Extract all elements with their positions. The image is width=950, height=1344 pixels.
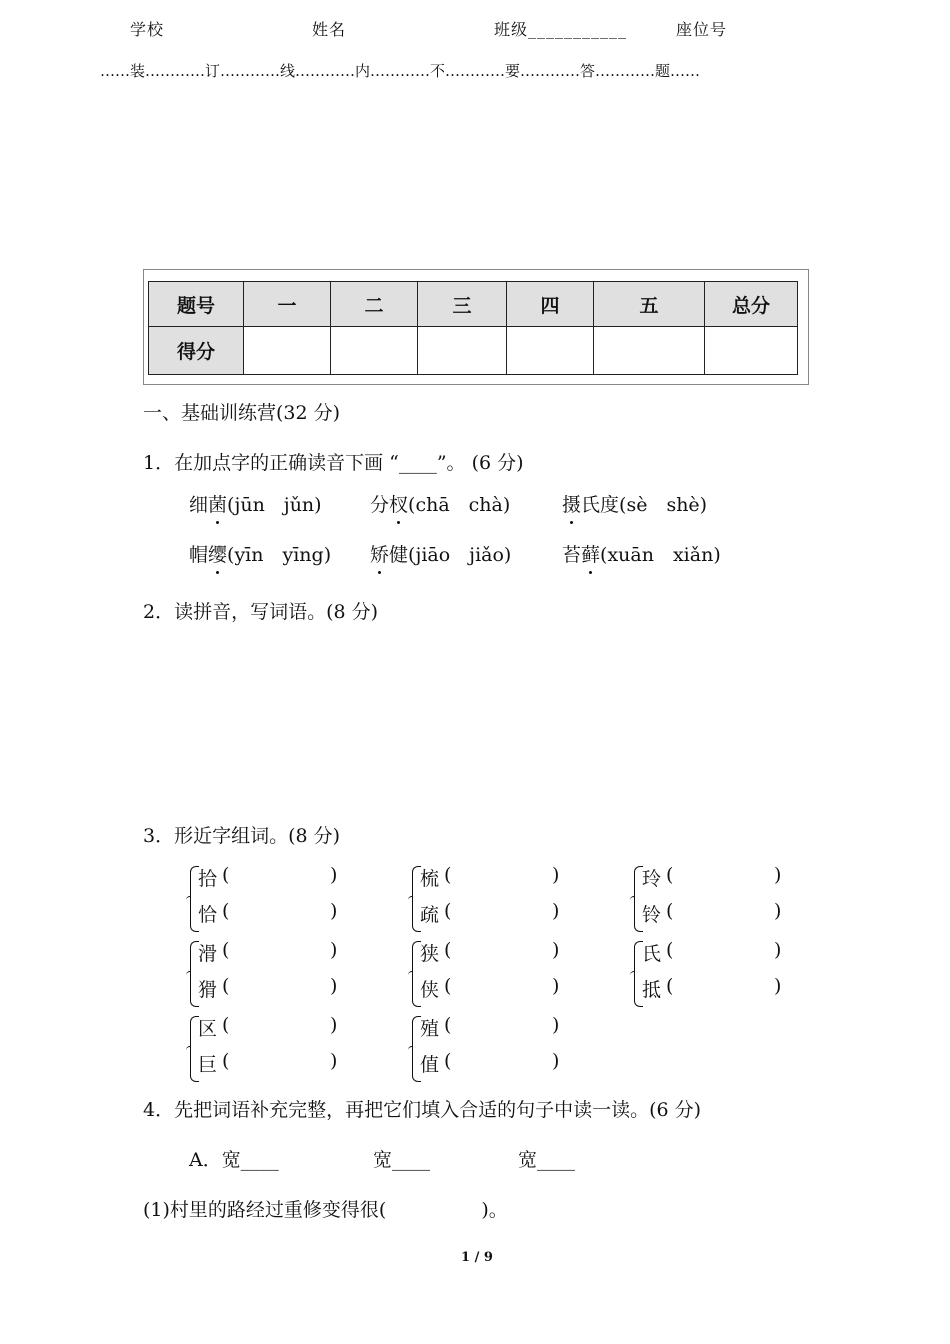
header-cell-4: 四 [507,282,594,327]
seat-label: 座位号 [676,20,728,39]
group-char: 侠 [420,979,440,1001]
score-table-score-row [149,327,798,375]
paren-open: ( [444,939,452,961]
paren-close: ) [552,864,560,886]
dotted-char: 矫 [370,540,389,567]
paren-open: ( [444,1014,452,1036]
paren-open: ( [444,975,452,997]
group-char: 梳 [420,868,440,890]
group-char: 值 [420,1054,440,1076]
header-cell-2: 二 [331,282,418,327]
paren-open: ( [444,864,452,886]
pinyin-options: (xuān xiǎn) [600,544,721,566]
paren-open: ( [444,900,452,922]
pinyin-options: (jūn jǔn) [227,494,322,516]
score-cell [331,327,418,375]
dotted-char: 藓 [581,540,600,567]
paren-close: ) [552,939,560,961]
word-group [190,939,410,1009]
paren-close: ) [774,900,782,922]
item-char: 氏度 [581,494,620,516]
paren-close: ) [330,1050,338,1072]
score-table [148,281,798,375]
question-4-text: 4．先把词语补充完整，再把它们填入合适的句子中读一读。(6 分) [143,1099,702,1121]
paren-open: ( [222,900,230,922]
paren-open: ( [222,864,230,886]
pinyin-options: (jiāo jiǎo) [408,544,512,566]
score-cell-total [705,327,798,375]
dotted-char: 菌 [208,490,227,517]
score-row-label: 得分 [149,327,244,375]
word-group [412,939,632,1009]
question-1-text: 1．在加点字的正确读音下画 “____”。 (6 分) [143,452,524,474]
header-cell-1: 一 [244,282,331,327]
paren-open: ( [222,975,230,997]
paren-close: ) [330,900,338,922]
dotted-char: 摄 [562,490,581,517]
pinyin-item [189,540,331,567]
paren-open: ( [666,900,674,922]
paren-open: ( [666,975,674,997]
paren-close: ) [552,975,560,997]
group-char: 铃 [642,904,662,926]
pinyin-item [370,540,511,567]
pinyin-options: (sè shè) [619,494,708,516]
header-cell-total: 总分 [705,282,798,327]
pinyin-options: (yīn yīng) [227,544,332,566]
paren-close: ) [774,864,782,886]
option-a-word-1: A．宽____ [189,1149,279,1171]
header-cell-3: 三 [418,282,507,327]
item-char: 苔 [562,544,582,566]
group-char: 氏 [642,943,662,965]
word-group [190,864,410,934]
group-char: 疏 [420,904,440,926]
paren-close: ) [774,939,782,961]
score-cell [244,327,331,375]
paren-open: ( [222,1014,230,1036]
group-char: 区 [198,1018,218,1040]
pinyin-item [562,490,707,517]
item-char: 细 [189,494,209,516]
group-char: 狭 [420,943,440,965]
group-char: 抵 [642,979,662,1001]
score-cell [507,327,594,375]
paren-close: ) [774,975,782,997]
paren-open: ( [222,939,230,961]
header-cell-question-no: 题号 [149,282,244,327]
paren-open: ( [444,1050,452,1072]
word-group [634,864,854,934]
paren-close: ) [330,975,338,997]
word-group [190,1014,410,1084]
word-group [412,1014,632,1084]
group-char: 拾 [198,868,218,890]
header-cell-5: 五 [594,282,705,327]
paren-open: ( [666,939,674,961]
sentence-1: (1)村里的路经过重修变得很( )。 [143,1199,508,1221]
group-char: 巨 [198,1054,218,1076]
word-group [412,864,632,934]
item-char: 健 [389,544,409,566]
name-label: 姓名 [312,20,347,39]
dotted-char: 缨 [208,540,227,567]
pinyin-options: (chā chà) [408,494,511,516]
paren-open: ( [222,1050,230,1072]
group-char: 猾 [198,979,218,1001]
group-char: 恰 [198,904,218,926]
binding-line: ……装…………订…………线…………内…………不…………要…………答…………题…… [100,62,701,80]
pinyin-item [189,490,322,517]
score-cell [418,327,507,375]
paren-close: ) [552,900,560,922]
dotted-char: 杈 [389,490,408,517]
item-char: 帽 [189,544,209,566]
paren-close: ) [552,1050,560,1072]
class-label: 班级___________ [494,20,628,39]
word-group [634,939,854,1009]
section-title: 一、基础训练营(32 分) [143,402,341,424]
group-char: 殖 [420,1018,440,1040]
paren-close: ) [330,1014,338,1036]
group-char: 玲 [642,868,662,890]
score-cell [594,327,705,375]
page-number: 1 / 9 [461,1250,493,1265]
score-table-header-row [149,282,798,327]
school-label: 学校 [130,20,165,39]
paren-open: ( [666,864,674,886]
paren-close: ) [330,864,338,886]
item-char: 分 [370,494,390,516]
option-a-word-2: 宽____ [373,1149,431,1171]
question-3-text: 3．形近字组词。(8 分) [143,825,341,847]
paren-close: ) [330,939,338,961]
group-char: 滑 [198,943,218,965]
question-2-text: 2．读拼音，写词语。(8 分) [143,601,379,623]
option-a-word-3: 宽____ [518,1149,576,1171]
paren-close: ) [552,1014,560,1036]
pinyin-item [562,540,721,567]
pinyin-item [370,490,510,517]
